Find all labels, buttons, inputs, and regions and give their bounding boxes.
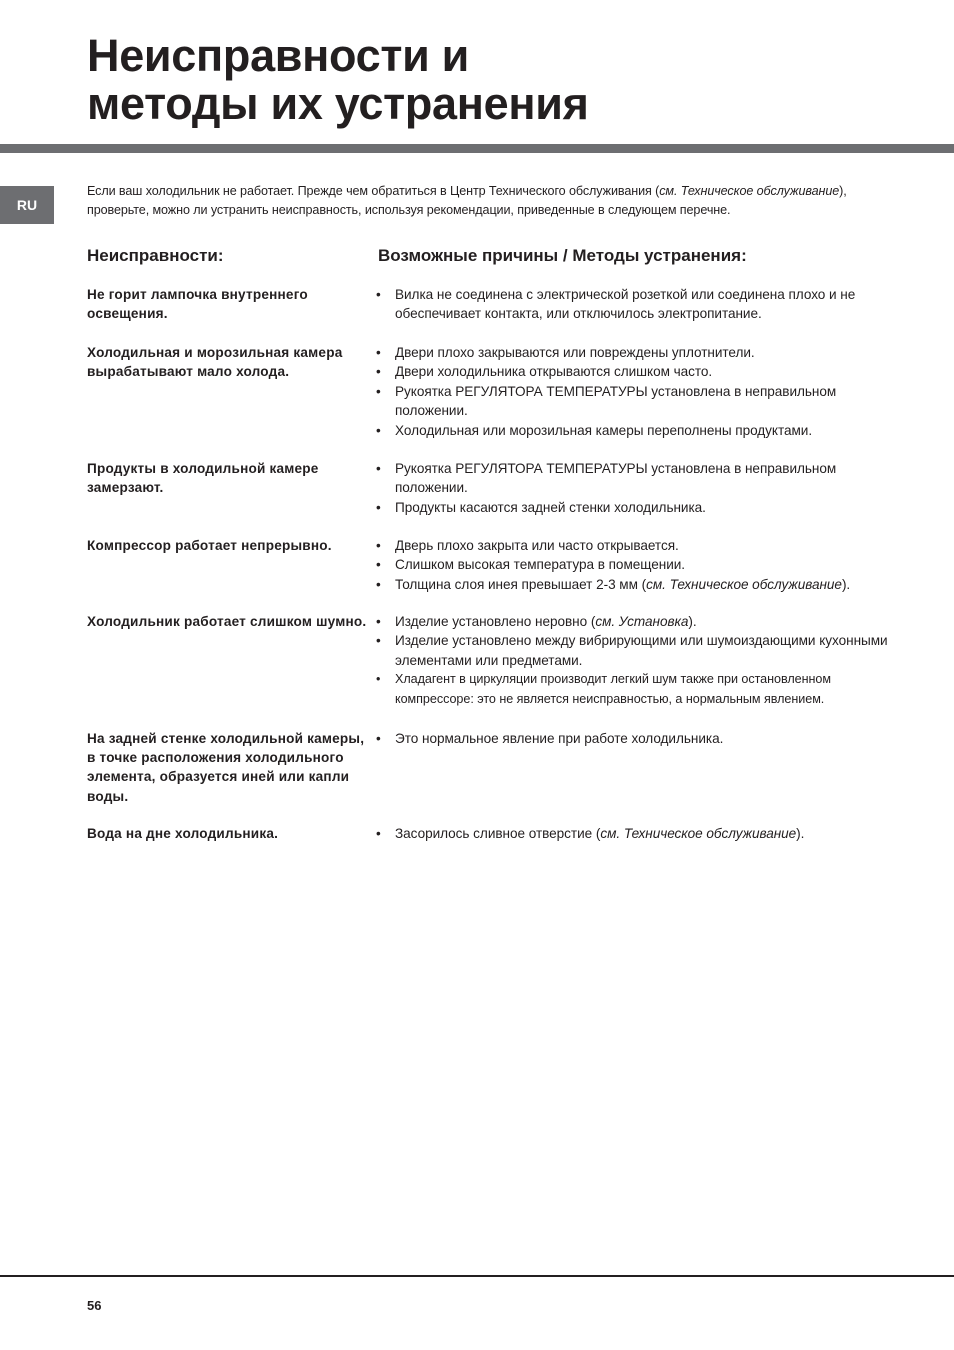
fault-label: Холодильная и морозильная камера вырабатывают мало холода. (87, 345, 343, 380)
cause-text: Хладагент в циркуляции производит легкий шум также при остановленном компрессоре: это не является неисправностью, а нормальным явлением. (395, 672, 831, 706)
causes-list (376, 729, 896, 748)
cause-text: Толщина слоя инея превышает 2-3 мм ( (395, 576, 647, 592)
cause-item (376, 555, 896, 574)
causes-list (376, 612, 896, 709)
bullet-icon: • (376, 576, 381, 592)
page-title: Неисправности и методы их устранения (87, 30, 589, 129)
bullet-icon: • (376, 422, 381, 438)
footer-divider (0, 1275, 954, 1277)
cause-item (376, 382, 896, 421)
causes-list (376, 343, 896, 440)
cause-text: Вилка не соединена с электрической розеткой или соединена плохо и не обеспечивает контакта, или отключилось электропитание. (395, 287, 856, 322)
bullet-icon: • (376, 633, 381, 649)
intro-paragraph (87, 182, 907, 220)
cause-text: Изделие установлено неровно ( (395, 614, 596, 629)
cause-text: Двери плохо закрываются или повреждены уплотнители. (395, 345, 755, 360)
fault-label: Компрессор работает непрерывно. (87, 538, 332, 553)
intro-reference: см. Техническое обслуживание (659, 184, 840, 198)
faults-heading: Неисправности: (87, 246, 224, 265)
cause-text: Продукты касаются задней стенки холодильника. (395, 499, 706, 515)
bullet-icon: • (376, 383, 381, 399)
causes-heading: Возможные причины / Методы устранения: (378, 246, 747, 265)
cause-item (376, 631, 896, 670)
bullet-icon: • (376, 499, 381, 515)
cause-text-tail: ). (841, 576, 851, 592)
cause-text: Слишком высокая температура в помещении. (395, 557, 686, 573)
bullet-icon: • (376, 287, 381, 302)
cause-reference: см. Техническое обслуживание (600, 826, 797, 841)
cause-reference: см. Техническое обслуживание (646, 576, 842, 592)
fault-label: Вода на дне холодильника. (87, 826, 279, 841)
cause-reference: см. Установка (595, 614, 689, 629)
cause-text-tail: ). (796, 826, 805, 841)
bullet-icon: • (376, 826, 381, 841)
fault-label: Продукты в холодильной камере замерзают. (87, 461, 319, 496)
bullet-icon: • (376, 538, 381, 553)
cause-item (376, 575, 896, 594)
cause-text: Это нормальное явление при работе холодильника. (395, 731, 724, 746)
cause-item (376, 824, 896, 843)
intro-text-2: ), проверьте, можно ли устранить неисправность, используя рекомендации, приведенные в следующем перечне. (87, 184, 847, 217)
bullet-icon: • (376, 731, 381, 746)
cause-item (376, 729, 896, 748)
cause-text: Двери холодильника открываются слишком часто. (395, 364, 713, 380)
causes-list (376, 459, 896, 517)
language-tab: RU (0, 186, 54, 224)
page-number: 56 (87, 1298, 102, 1313)
bullet-icon: • (376, 364, 381, 380)
causes-list (376, 285, 896, 324)
cause-item (376, 536, 896, 555)
title-divider (0, 144, 954, 153)
fault-label: Холодильник работает слишком шумно. (87, 614, 367, 629)
cause-text: Рукоятка РЕГУЛЯТОРА ТЕМПЕРАТУРЫ установлена в неправильном положении. (395, 461, 837, 496)
cause-item (376, 612, 896, 631)
cause-text: Холодильная или морозильная камеры переполнены продуктами. (395, 422, 813, 438)
fault-label: Не горит лампочка внутреннего освещения. (87, 287, 308, 322)
cause-item (376, 459, 896, 498)
cause-text-tail: ). (688, 614, 697, 629)
cause-text: Засорилось сливное отверстие ( (395, 826, 601, 841)
fault-label: На задней стенке холодильной камеры, в точке расположения холодильного элемента, образуется иней или капли воды. (87, 731, 365, 804)
cause-item (376, 285, 896, 324)
intro-text-1: Если ваш холодильник не работает. Прежде чем обратиться в Центр Технического обслуживания ( (87, 184, 660, 198)
cause-item (376, 670, 896, 709)
cause-text: Рукоятка РЕГУЛЯТОРА ТЕМПЕРАТУРЫ установлена в неправильном положении. (395, 383, 837, 419)
bullet-icon: • (376, 557, 381, 573)
cause-item (376, 362, 896, 381)
bullet-icon: • (376, 672, 381, 687)
bullet-icon: • (376, 345, 381, 360)
cause-item (376, 343, 896, 362)
bullet-icon: • (376, 614, 381, 629)
bullet-icon: • (376, 461, 381, 476)
causes-list (376, 824, 896, 843)
cause-text: Изделие установлено между вибрирующими или шумоиздающими кухонными элементами или предметами. (395, 633, 888, 668)
cause-item (376, 421, 896, 440)
causes-list (376, 536, 896, 594)
cause-item (376, 498, 896, 517)
cause-text: Дверь плохо закрыта или часто открывается. (395, 538, 679, 553)
